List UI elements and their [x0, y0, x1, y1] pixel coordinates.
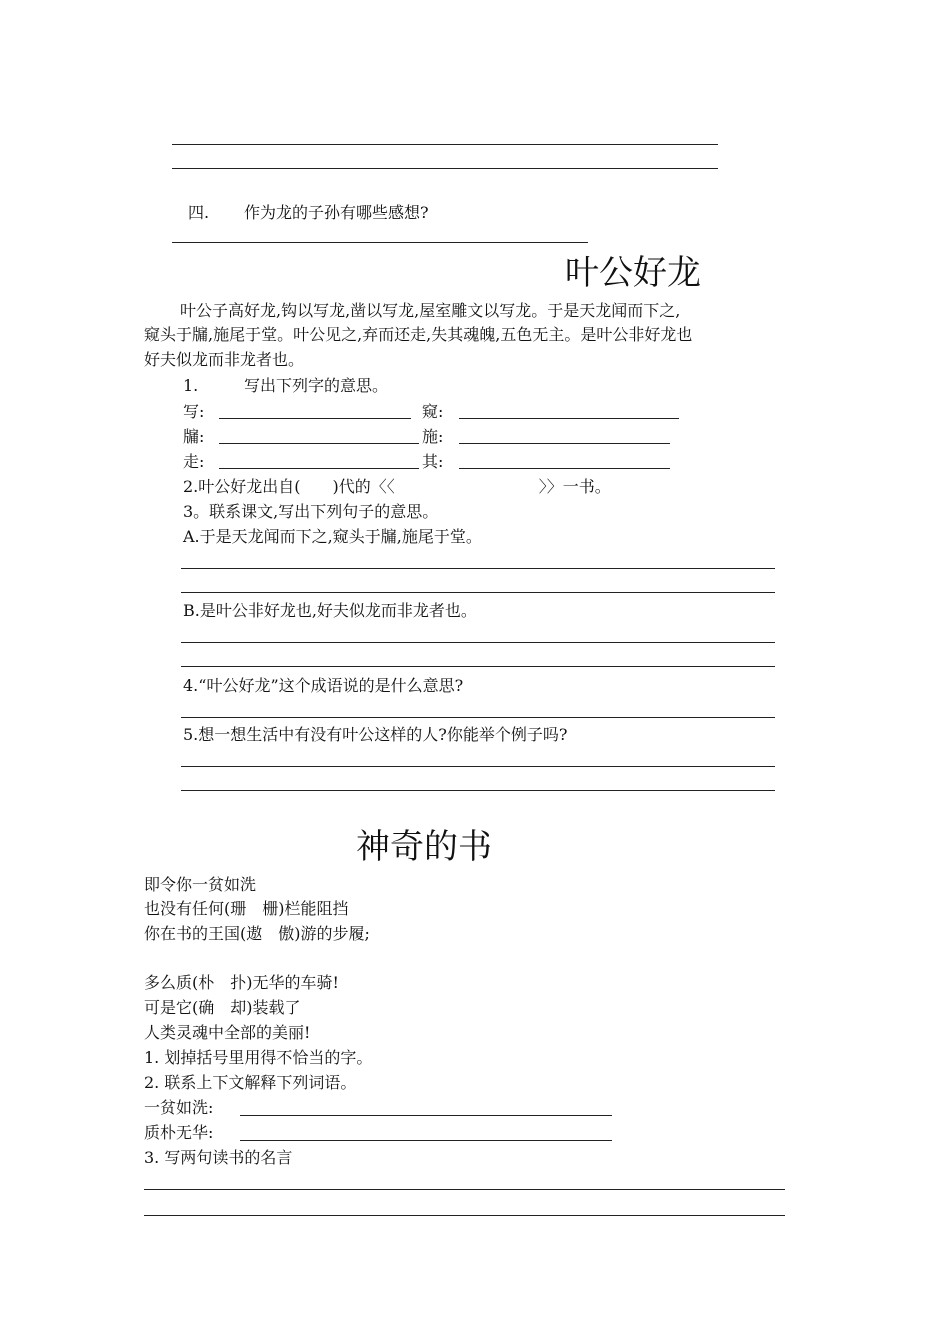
question-4-text: 4.“叶公好龙”这个成语说的是什么意思? — [183, 676, 464, 695]
question-3a-text: A.于是天龙闻而下之,窥头于牖,施尾于堂。 — [183, 527, 482, 546]
word-label: 写: — [183, 402, 205, 421]
word-label: 窥: — [422, 402, 444, 421]
passage-line: 窥头于牖,施尾于堂。叶公见之,弃而还走,失其魂魄,五色无主。是叶公非好龙也 — [144, 325, 693, 344]
answer-blank[interactable] — [240, 1115, 612, 1116]
question-2-text: 2. 联系上下文解释下列词语。 — [144, 1073, 357, 1092]
answer-line[interactable] — [181, 642, 775, 643]
passage-line: 叶公子高好龙,钩以写龙,凿以写龙,屋室雕文以写龙。于是天龙闻而下之, — [180, 301, 681, 320]
answer-line[interactable] — [172, 168, 718, 169]
question-1-text: 1. 划掉括号里用得不恰当的字。 — [144, 1048, 373, 1067]
story-title: 叶公好龙 — [565, 253, 701, 293]
answer-blank[interactable] — [240, 1140, 612, 1141]
answer-line[interactable] — [181, 790, 775, 791]
question-3b-text: B.是叶公非好龙也,好夫似龙而非龙者也。 — [183, 601, 477, 620]
question-1-number: 1. — [183, 376, 199, 395]
answer-blank[interactable] — [219, 468, 419, 469]
poem-line: 人类灵魂中全部的美丽! — [144, 1023, 311, 1042]
word-label: 牖: — [183, 427, 205, 446]
term-label: 质朴无华: — [144, 1123, 214, 1142]
answer-line[interactable] — [181, 766, 775, 767]
word-label: 其: — [422, 452, 444, 471]
question-2-text: 2.叶公好龙出自( )代的〈〈 〉〉一书。 — [183, 477, 611, 496]
answer-line[interactable] — [172, 242, 588, 243]
answer-blank[interactable] — [219, 443, 419, 444]
answer-blank[interactable] — [219, 418, 411, 419]
poem-line: 即令你一贫如洗 — [144, 875, 257, 894]
answer-line[interactable] — [181, 568, 775, 569]
question-4-text: 作为龙的子孙有哪些感想? — [244, 203, 429, 222]
question-3-text: 3. 写两句读书的名言 — [144, 1148, 293, 1167]
answer-line[interactable] — [181, 666, 775, 667]
question-4-number: 四. — [188, 203, 210, 222]
answer-blank[interactable] — [459, 418, 679, 419]
answer-line[interactable] — [172, 144, 718, 145]
answer-line[interactable] — [144, 1215, 785, 1216]
passage-line: 好夫似龙而非龙者也。 — [144, 350, 305, 369]
question-1-text: 写出下列字的意思。 — [244, 376, 389, 395]
answer-line[interactable] — [181, 717, 775, 718]
answer-line[interactable] — [181, 592, 775, 593]
question-5-text: 5.想一想生活中有没有叶公这样的人?你能举个例子吗? — [183, 725, 568, 744]
poem-line: 多么质(朴 扑)无华的车骑! — [144, 973, 339, 992]
word-label: 施: — [422, 427, 444, 446]
answer-line[interactable] — [144, 1189, 785, 1190]
term-label: 一贫如洗: — [144, 1098, 214, 1117]
poem-line: 可是它(确 却)装载了 — [144, 998, 301, 1017]
word-label: 走: — [183, 452, 205, 471]
question-3-text: 3。联系课文,写出下列句子的意思。 — [183, 502, 439, 521]
poem-line: 你在书的王国(遨 傲)游的步履; — [144, 924, 370, 943]
story-title: 神奇的书 — [356, 827, 492, 867]
poem-line: 也没有任何(珊 栅)栏能阻挡 — [144, 899, 349, 918]
answer-blank[interactable] — [459, 443, 670, 444]
answer-blank[interactable] — [459, 468, 670, 469]
